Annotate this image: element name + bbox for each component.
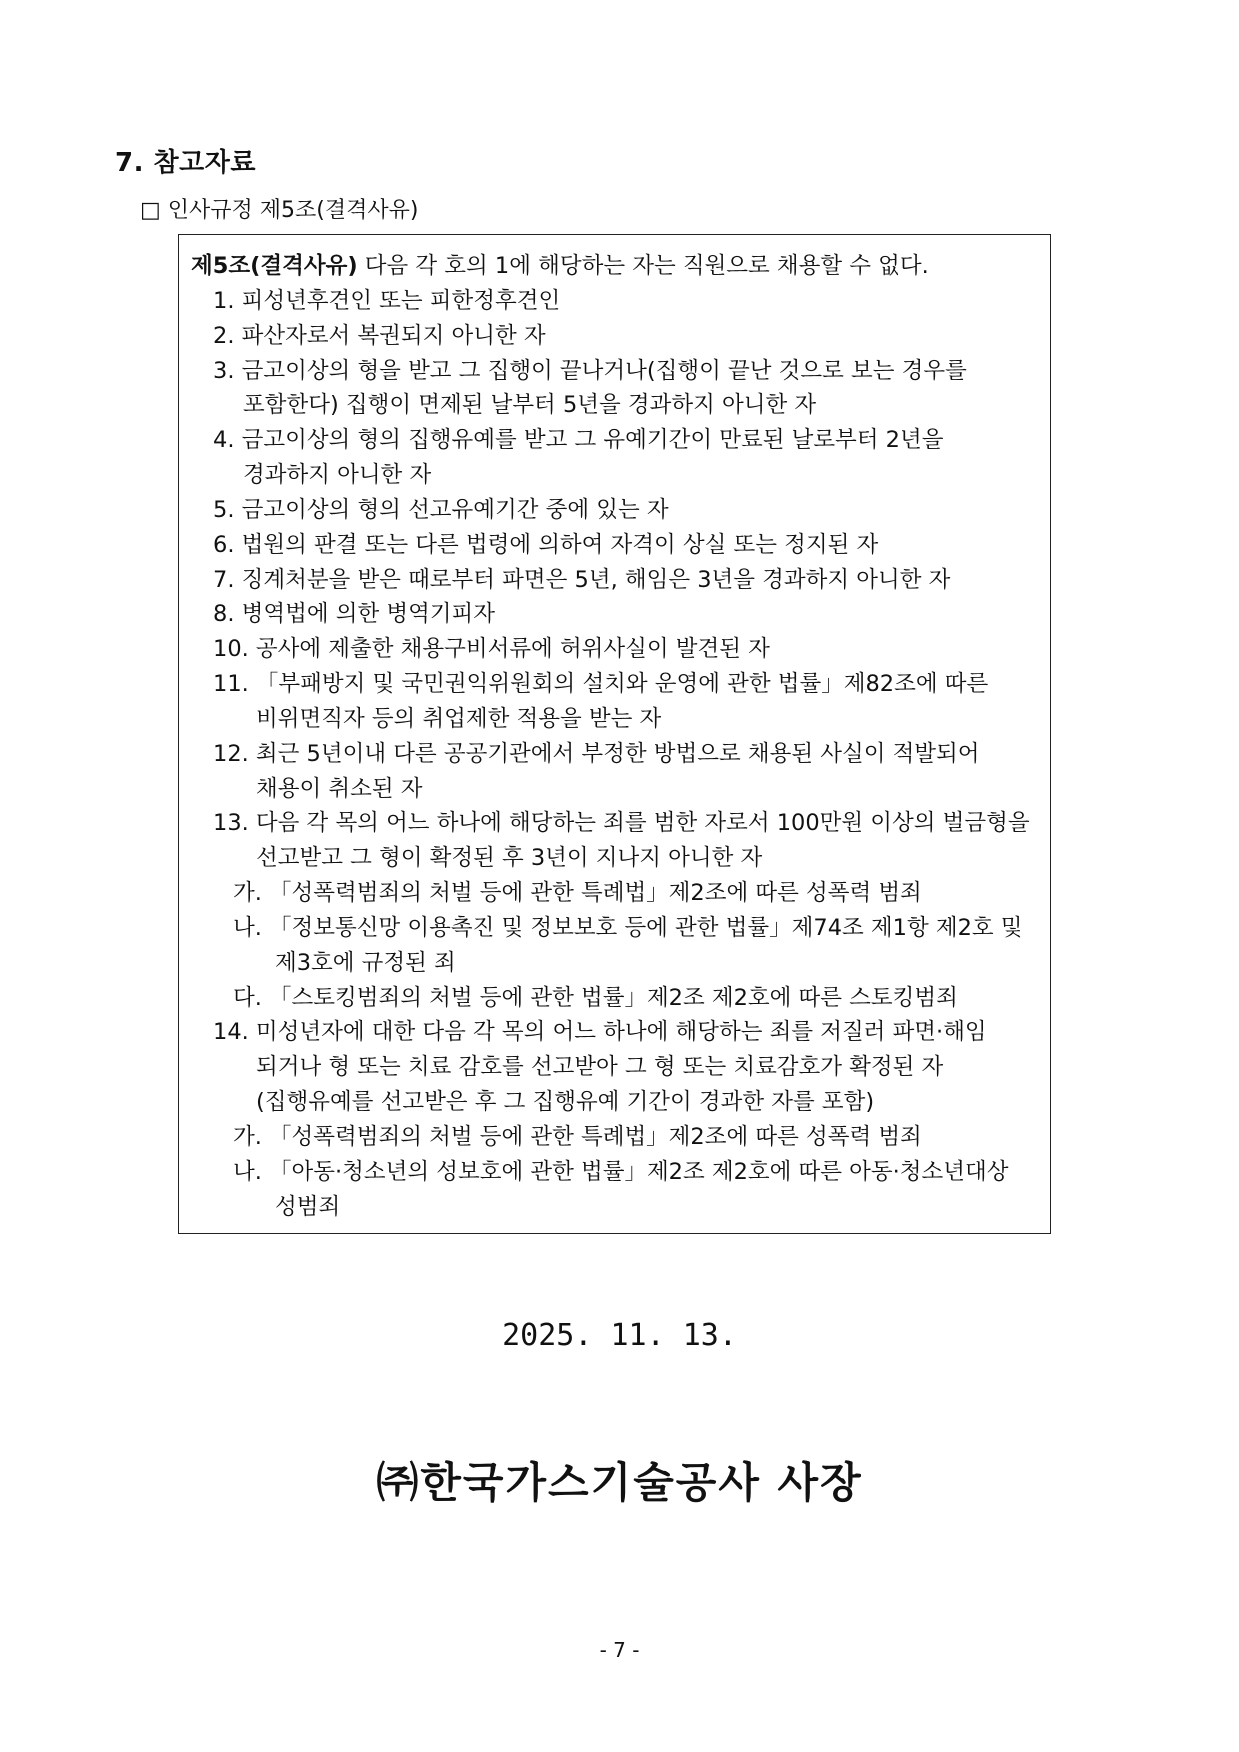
article-line: 7. 징계처분을 받은 때로부터 파면은 5년, 해임은 3년을 경과하지 아니한 자 [213, 567, 951, 593]
regulation-subheading: □ 인사규정 제5조(결격사유) [140, 198, 419, 223]
page-number: - 7 - [599, 1638, 640, 1662]
article-line: 13. 다음 각 목의 어느 하나에 해당하는 죄를 범한 자로서 100만원 이상의 벌금형을 [213, 810, 1030, 836]
article-line: 4. 금고이상의 형의 집행유예를 받고 그 유예기간이 만료된 날로부터 2년을 [213, 427, 944, 453]
article-line: 8. 병역법에 의한 병역기피자 [213, 601, 496, 627]
document-date: 2025. 11. 13. [502, 1318, 737, 1353]
article-line: (집행유예를 선고받은 후 그 집행유예 기간이 경과한 자를 포함) [256, 1089, 875, 1115]
article-line: 가. 「성폭력범죄의 처벌 등에 관한 특례법」제2조에 따른 성폭력 범죄 [233, 880, 922, 906]
article-line: 6. 법원의 판결 또는 다른 법령에 의하여 자격이 상실 또는 정지된 자 [213, 532, 879, 558]
article-line: 가. 「성폭력범죄의 처벌 등에 관한 특례법」제2조에 따른 성폭력 범죄 [233, 1124, 922, 1150]
article-line: 비위면직자 등의 취업제한 적용을 받는 자 [256, 706, 662, 732]
article-line: 성범죄 [275, 1194, 341, 1220]
article-line: 포함한다) 집행이 면제된 날부터 5년을 경과하지 아니한 자 [243, 392, 817, 418]
article-line: 다. 「스토킹범죄의 처벌 등에 관한 법률」제2조 제2호에 따른 스토킹범죄 [233, 985, 958, 1011]
article-line: 11. 「부패방지 및 국민권익위원회의 설치와 운영에 관한 법률」제82조에 따른 [213, 671, 989, 697]
organization-signature: ㈜한국가스기술공사 사장 [376, 1458, 863, 1507]
article-line: 되거나 형 또는 치료 감호를 선고받아 그 형 또는 치료감호가 확정된 자 [256, 1054, 944, 1080]
article-line: 10. 공사에 제출한 채용구비서류에 허위사실이 발견된 자 [213, 636, 770, 662]
article-line: 선고받고 그 형이 확정된 후 3년이 지나지 아니한 자 [256, 845, 763, 871]
article-line: 1. 피성년후견인 또는 피한정후견인 [213, 288, 561, 314]
article-line: 12. 최근 5년이내 다른 공공기관에서 부정한 방법으로 채용된 사실이 적발되어 [213, 741, 980, 767]
article-line: 나. 「정보통신망 이용촉진 및 정보보호 등에 관한 법률」제74조 제1항 제2호 및 [233, 915, 1023, 941]
article-heading-line [191, 255, 929, 278]
article-line: 제3호에 규정된 죄 [275, 950, 456, 976]
article-line: 경과하지 아니한 자 [243, 462, 432, 488]
section-heading: 7. 참고자료 [115, 148, 256, 178]
article-line: 5. 금고이상의 형의 선고유예기간 중에 있는 자 [213, 497, 669, 523]
article-line: 14. 미성년자에 대한 다음 각 목의 어느 하나에 해당하는 죄를 저질러 파면·해임 [213, 1019, 987, 1045]
article-intro: 다음 각 호의 1에 해당하는 자는 직원으로 채용할 수 없다. [357, 253, 929, 279]
article-line: 채용이 취소된 자 [256, 776, 423, 802]
article-line: 나. 「아동·청소년의 성보호에 관한 법률」제2조 제2호에 따른 아동·청소년대상 [233, 1159, 1009, 1185]
article-title: 제5조(결격사유) [191, 253, 358, 279]
article-line: 3. 금고이상의 형을 받고 그 집행이 끝나거나(집행이 끝난 것으로 보는 경우를 [213, 358, 967, 384]
article-line: 2. 파산자로서 복권되지 아니한 자 [213, 323, 546, 349]
regulation-box [178, 234, 1051, 1234]
